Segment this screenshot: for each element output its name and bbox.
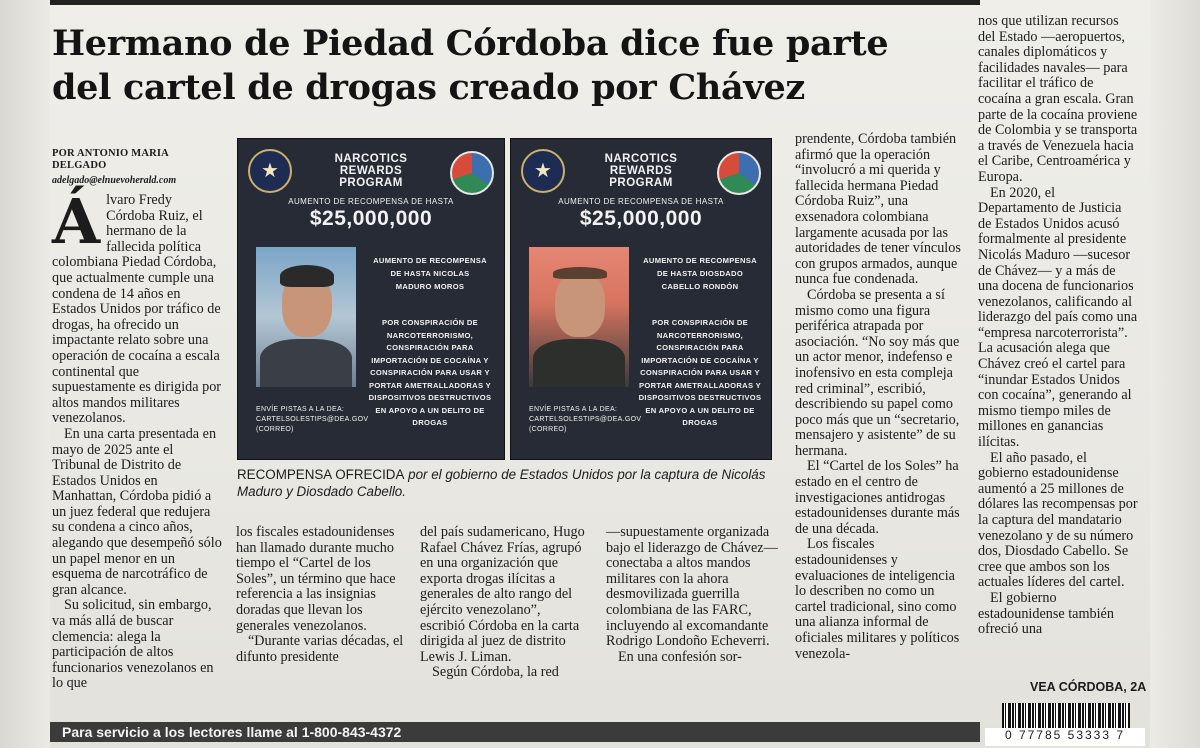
dea-logo-icon bbox=[450, 151, 494, 195]
poster-program-title: NARCOTICS REWARDS PROGRAM bbox=[334, 153, 408, 189]
article-paragraph: El “Cartel de los Soles” ha estado en el centro de investigaciones antidrogas estadounidenses durante más de una década. bbox=[795, 458, 960, 537]
page-fold-left bbox=[0, 0, 50, 748]
poster-reward-amount: $25,000,000 bbox=[579, 207, 703, 230]
article-paragraph: nos que utilizan recursos del Estado —aeropuertos, canales diplomáticos y facilidades navales— para facilitar el tráfico de cocaína a gran escala. Gran parte de la cocaína proviene de Colombia y se transporta a través de Venezuela hacia el Caribe, Centroamérica y Europa. bbox=[978, 13, 1138, 185]
article-paragraph: Álvaro Fredy Córdoba Ruiz, el hermano de la fallecida política colombiana Piedad Córdoba, que actualmente cumple una condena de 14 años en Estados Unidos por tráfico de drogas, ha ofrecido un impactante relato sobre una operación de cocaína a escala continental que supuestamente es dirigida por altos mandos militares venezolanos. bbox=[52, 185, 222, 427]
portrait-photo bbox=[256, 247, 356, 387]
article-paragraph: El gobierno estadounidense también ofreció una bbox=[978, 589, 1114, 638]
article-paragraph: —supuestamente organizada bajo el liderazgo de Chávez— conectaba a altos mandos militares con la ahora desmovilizada guerrilla colombiana de las FARC, incluyendo al excomandante Rodrigo Londoño Echeverri. bbox=[606, 524, 778, 650]
reader-service-bar: Para servicio a los lectores llame al 1-800-843-4372 bbox=[50, 722, 980, 742]
portrait-hair bbox=[280, 265, 334, 287]
article-paragraph: Su solicitud, sin embargo, va más allá de buscar clemencia: alega la participación de altos funcionarios venezolanos en lo que bbox=[52, 597, 214, 692]
state-department-seal-icon bbox=[521, 149, 565, 193]
article-column-6 bbox=[978, 14, 1138, 638]
poster-reward-amount: $25,000,000 bbox=[309, 207, 433, 230]
poster-name-block: AUMENTO DE RECOMPENSA DE HASTA NICOLAS MADURO MOROS bbox=[373, 256, 487, 291]
poster-charges: POR CONSPIRACIÓN DE NARCOTERRORISMO, CONSPIRACIÓN PARA IMPORTACIÓN DE COCAÍNA Y CONSPIRACIÓN PARA USAR Y PORTAR AMETRALLADORAS Y DISPOSITIVOS DESTRUCTIVOS EN APOYO A UN DELITO DE DROGAS bbox=[368, 318, 492, 427]
portrait-face bbox=[555, 271, 605, 337]
headline: Hermano de Piedad Córdoba dice fue parte del cartel de drogas creado por Chávez bbox=[52, 23, 889, 108]
article-paragraph: En una carta presentada en mayo de 2025 ante el Tribunal de Distrito de Estados Unidos en Manhattan, Córdoba pidió a un juez federal que redujera su condena a cinco años, alegando que desempeñó sólo un papel menor en un esquema de narcotráfico de gran alcance. bbox=[52, 425, 222, 598]
portrait-shoulders bbox=[260, 339, 352, 387]
article-paragraph: En 2020, el Departamento de Justicia de Estados Unidos acusó formalmente al presidente Nicolás Maduro —sucesor de Chávez— y a más de una docena de funcionarios venezolanos, calificando al liderazgo del país como una “empresa narcoterrorista”. La acusación alega que Chávez creó el cartel para “inundar Estados Unidos con cocaína”, generando al mismo tiempo miles de millones en ganancias ilícitas. bbox=[978, 184, 1138, 451]
article-column-2 bbox=[236, 525, 404, 665]
article-paragraph: Los fiscales estadounidenses y evaluaciones de inteligencia lo describen no como un cartel tradicional, sino como una alianza informal de oficiales militares y políticos venezola- bbox=[795, 536, 960, 662]
poster-reward-label: AUMENTO DE RECOMPENSA DE HASTA bbox=[558, 197, 724, 206]
article-paragraph: los fiscales estadounidenses han llamado durante mucho tiempo el “Cartel de los Soles”, un término que hace referencia a las insignias doradas que llevan los generales venezolanos. bbox=[236, 524, 396, 634]
portrait-shoulders bbox=[533, 339, 625, 387]
poster-name-block: AUMENTO DE RECOMPENSA DE HASTA DIOSDADO CABELLO RONDÓN bbox=[643, 256, 757, 291]
article-column-5 bbox=[795, 132, 963, 662]
article-paragraph: El año pasado, el gobierno estadounidense aumentó a 25 millones de dólares las recompensas por la captura del mandatario venezolano y de su número dos, Diosdado Cabello. Se cree que ambos son los actuales líderes del cartel. bbox=[978, 449, 1138, 591]
poster-reward-label: AUMENTO DE RECOMPENSA DE HASTA bbox=[288, 197, 454, 206]
dea-logo-icon bbox=[717, 151, 761, 195]
page-fold-right bbox=[1150, 0, 1200, 748]
drop-cap: Á bbox=[52, 185, 101, 258]
byline-email: adelgado@elnuevoherald.com bbox=[52, 175, 177, 186]
caption-lead: RECOMPENSA OFRECIDA bbox=[237, 467, 405, 482]
poster-tips: ENVÍE PISTAS A LA DEA: CARTELSOLESTIPS@DEA.GOV (CORREO) bbox=[256, 406, 369, 433]
jump-line: VEA CÓRDOBA, 2A bbox=[1030, 680, 1147, 694]
article-column-4 bbox=[606, 525, 782, 665]
byline: POR ANTONIO MARIA DELGADO bbox=[52, 148, 169, 171]
caption-text: por el gobierno de Estados Unidos por la captura de Nicolás Maduro y Diosdado Cabello. bbox=[237, 467, 766, 499]
poster-charges: POR CONSPIRACIÓN DE NARCOTERRORISMO, CONSPIRACIÓN PARA IMPORTACIÓN DE COCAÍNA Y CONSPIRACIÓN PARA USAR Y PORTAR AMETRALLADORAS Y DISPOSITIVOS DESTRUCTIVOS EN APOYO A UN DELITO DE DROGAS bbox=[638, 318, 762, 427]
article-paragraph: En una confesión sor- bbox=[618, 648, 742, 665]
article-paragraph: “Durante varias décadas, el difunto presidente bbox=[236, 633, 404, 665]
state-department-seal-icon bbox=[248, 149, 292, 193]
reward-poster-maduro bbox=[237, 138, 505, 460]
article-paragraph: del país sudamericano, Hugo Rafael Chávez Frías, agrupó en una organización que exporta drogas ilícitas a generales de alto rango del ejército venezolano”, escribió Córdoba en la carta dirigida al juez de distrito Lewis J. Liman. bbox=[420, 524, 585, 665]
article-paragraph: Córdoba se presenta a sí mismo como una figura periférica atrapada por asociación. “No soy más que un actor menor, indefenso e inofensivo en esta compleja red criminal”, escribió, describiendo su papel como poco más que un “secretario, mensajero y asistente” de su hermana. bbox=[795, 286, 960, 459]
photo-caption bbox=[237, 466, 777, 500]
top-rule bbox=[50, 0, 980, 5]
reward-poster-cabello bbox=[510, 138, 772, 460]
article-column-1 bbox=[52, 185, 222, 692]
article-column-3 bbox=[420, 525, 588, 681]
article-paragraph: Según Córdoba, la red bbox=[432, 664, 559, 681]
portrait-photo bbox=[529, 247, 629, 387]
portrait-hair bbox=[553, 267, 607, 279]
barcode-number: 0 77785 53333 7 bbox=[985, 728, 1145, 746]
poster-tips: ENVÍE PISTAS A LA DEA: CARTELSOLESTIPS@DEA.GOV (CORREO) bbox=[529, 406, 642, 433]
poster-program-title: NARCOTICS REWARDS PROGRAM bbox=[604, 153, 678, 189]
article-paragraph: prendente, Córdoba también afirmó que la operación “involucró a mi querida y fallecida hermana Piedad Córdoba Ruiz”, una exsenadora colombiana largamente acusada por las autoridades de tener vínculos con grupos armados, aunque nunca fue condenada. bbox=[795, 131, 961, 288]
